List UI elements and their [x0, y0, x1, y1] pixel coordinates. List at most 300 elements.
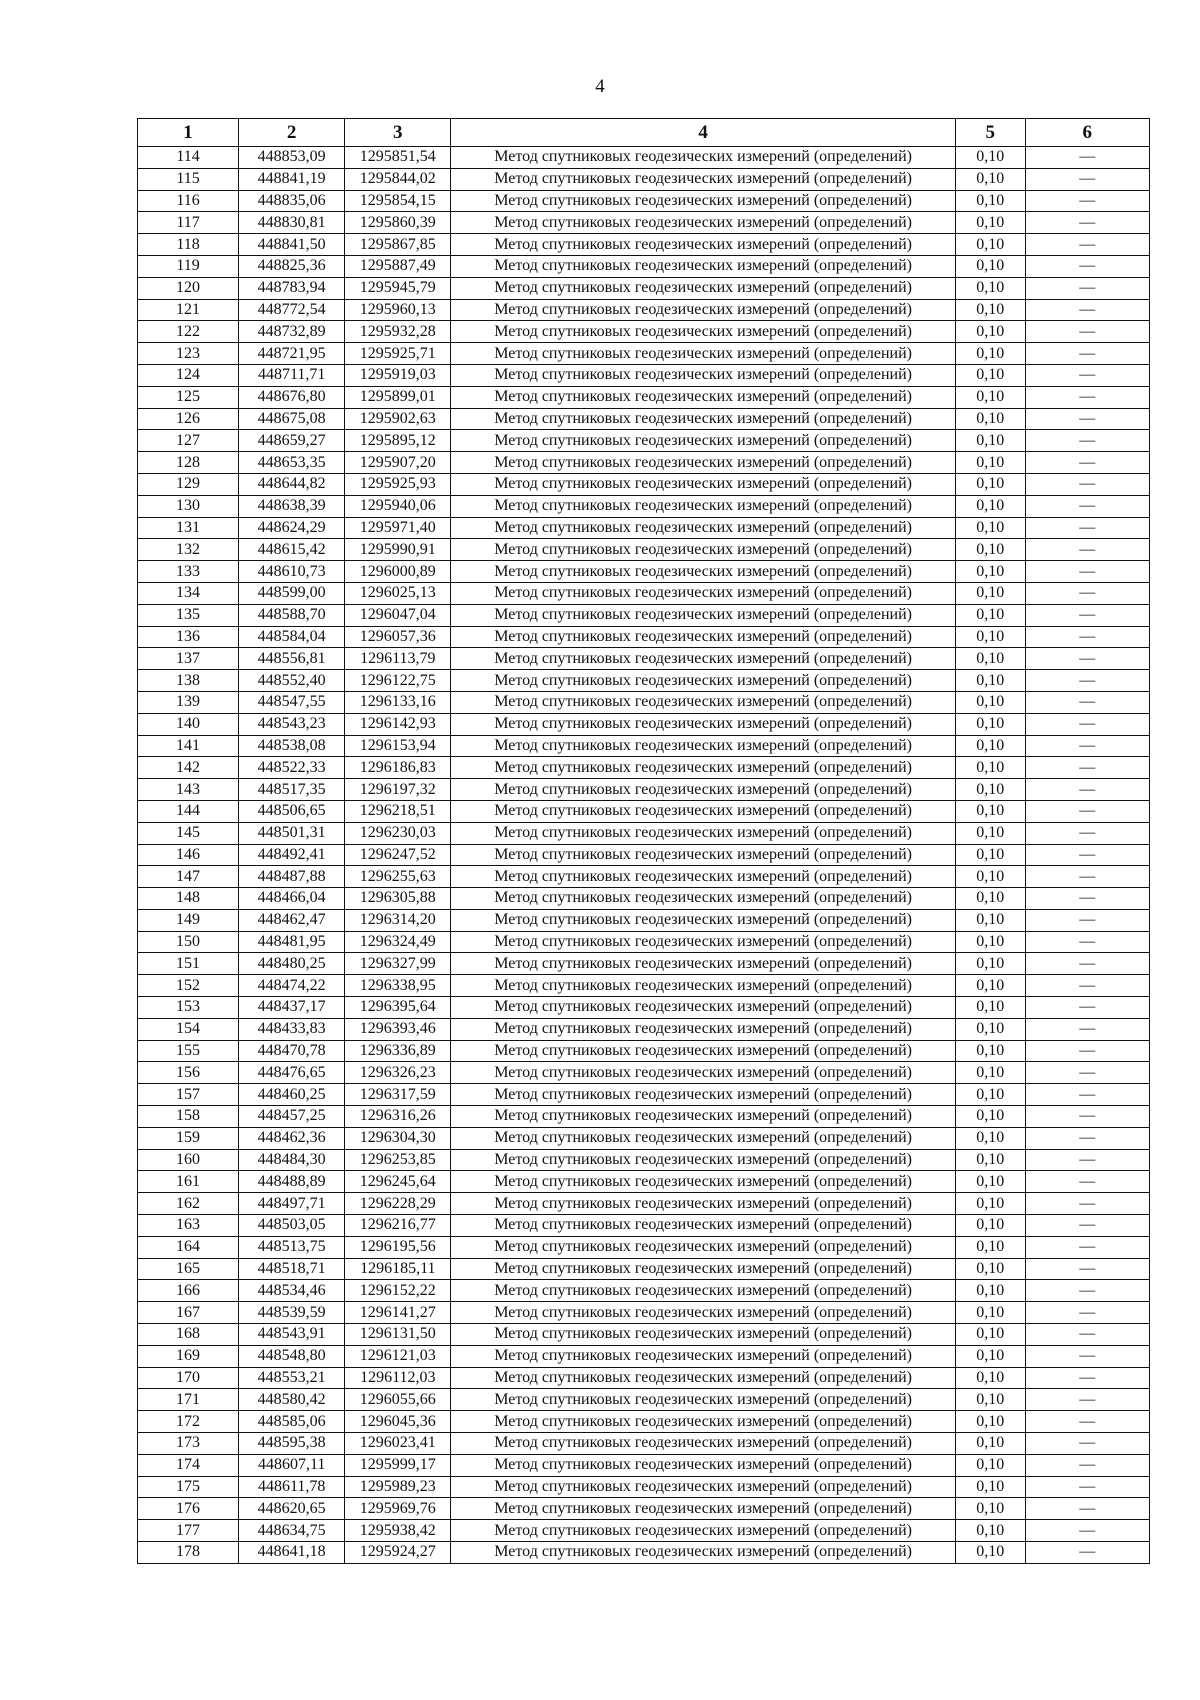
note-cell: — — [1025, 1106, 1149, 1128]
accuracy-cell: 0,10 — [955, 1127, 1025, 1149]
x-coordinate-cell: 448518,71 — [239, 1258, 345, 1280]
table-row — [138, 909, 1150, 931]
table-row — [138, 1324, 1150, 1346]
accuracy-cell: 0,10 — [955, 321, 1025, 343]
method-cell: Метод спутниковых геодезических измерений (определений) — [451, 691, 955, 713]
point-number-cell: 159 — [138, 1127, 239, 1149]
method-cell: Метод спутниковых геодезических измерений (определений) — [451, 168, 955, 190]
accuracy-cell: 0,10 — [955, 408, 1025, 430]
method-cell: Метод спутниковых геодезических измерений (определений) — [451, 888, 955, 910]
accuracy-cell: 0,10 — [955, 1193, 1025, 1215]
table-row — [138, 1193, 1150, 1215]
method-cell: Метод спутниковых геодезических измерений (определений) — [451, 1542, 955, 1564]
page-number: 4 — [595, 76, 605, 97]
point-number-cell: 169 — [138, 1345, 239, 1367]
note-cell: — — [1025, 757, 1149, 779]
point-number-cell: 129 — [138, 473, 239, 495]
point-number-cell: 126 — [138, 408, 239, 430]
accuracy-cell: 0,10 — [955, 1171, 1025, 1193]
x-coordinate-cell: 448611,78 — [239, 1476, 345, 1498]
method-cell: Метод спутниковых геодезических измерений (определений) — [451, 255, 955, 277]
x-coordinate-cell: 448835,06 — [239, 190, 345, 212]
note-cell: — — [1025, 1215, 1149, 1237]
x-coordinate-cell: 448476,65 — [239, 1062, 345, 1084]
note-cell: — — [1025, 430, 1149, 452]
table-row — [138, 473, 1150, 495]
note-cell: — — [1025, 975, 1149, 997]
method-cell: Метод спутниковых геодезических измерений (определений) — [451, 1171, 955, 1193]
y-coordinate-cell: 1296218,51 — [345, 800, 451, 822]
note-cell: — — [1025, 517, 1149, 539]
x-coordinate-cell: 448638,39 — [239, 495, 345, 517]
point-number-cell: 177 — [138, 1520, 239, 1542]
method-cell: Метод спутниковых геодезических измерений (определений) — [451, 1302, 955, 1324]
accuracy-cell: 0,10 — [955, 691, 1025, 713]
point-number-cell: 141 — [138, 735, 239, 757]
note-cell: — — [1025, 931, 1149, 953]
point-number-cell: 122 — [138, 321, 239, 343]
x-coordinate-cell: 448501,31 — [239, 822, 345, 844]
y-coordinate-cell: 1295924,27 — [345, 1542, 451, 1564]
table-row — [138, 1476, 1150, 1498]
y-coordinate-cell: 1296000,89 — [345, 561, 451, 583]
point-number-cell: 133 — [138, 561, 239, 583]
x-coordinate-cell: 448553,21 — [239, 1367, 345, 1389]
table-row — [138, 386, 1150, 408]
table-row — [138, 234, 1150, 256]
x-coordinate-cell: 448841,50 — [239, 234, 345, 256]
method-cell: Метод спутниковых геодезических измерений (определений) — [451, 1498, 955, 1520]
point-number-cell: 173 — [138, 1433, 239, 1455]
y-coordinate-cell: 1295860,39 — [345, 212, 451, 234]
x-coordinate-cell: 448653,35 — [239, 452, 345, 474]
x-coordinate-cell: 448841,19 — [239, 168, 345, 190]
method-cell: Метод спутниковых геодезических измерений (определений) — [451, 1280, 955, 1302]
method-cell: Метод спутниковых геодезических измерений (определений) — [451, 1411, 955, 1433]
note-cell: — — [1025, 866, 1149, 888]
note-cell: — — [1025, 1454, 1149, 1476]
y-coordinate-cell: 1296326,23 — [345, 1062, 451, 1084]
x-coordinate-cell: 448470,78 — [239, 1040, 345, 1062]
table-row — [138, 539, 1150, 561]
y-coordinate-cell: 1296025,13 — [345, 582, 451, 604]
method-cell: Метод спутниковых геодезических измерений (определений) — [451, 997, 955, 1019]
accuracy-cell: 0,10 — [955, 1476, 1025, 1498]
accuracy-cell: 0,10 — [955, 626, 1025, 648]
note-cell: — — [1025, 1520, 1149, 1542]
method-cell: Метод спутниковых геодезических измерений (определений) — [451, 539, 955, 561]
accuracy-cell: 0,10 — [955, 561, 1025, 583]
point-number-cell: 164 — [138, 1236, 239, 1258]
table-row — [138, 997, 1150, 1019]
method-cell: Метод спутниковых геодезических измерений (определений) — [451, 277, 955, 299]
point-number-cell: 151 — [138, 953, 239, 975]
column-header: 1 — [138, 119, 239, 147]
x-coordinate-cell: 448556,81 — [239, 648, 345, 670]
accuracy-cell: 0,10 — [955, 953, 1025, 975]
accuracy-cell: 0,10 — [955, 212, 1025, 234]
point-number-cell: 119 — [138, 255, 239, 277]
y-coordinate-cell: 1295925,93 — [345, 473, 451, 495]
accuracy-cell: 0,10 — [955, 452, 1025, 474]
note-cell: — — [1025, 1367, 1149, 1389]
method-cell: Метод спутниковых геодезических измерений (определений) — [451, 1149, 955, 1171]
note-cell: — — [1025, 255, 1149, 277]
table-row — [138, 888, 1150, 910]
note-cell: — — [1025, 888, 1149, 910]
method-cell: Метод спутниковых геодезических измерений (определений) — [451, 1520, 955, 1542]
y-coordinate-cell: 1296142,93 — [345, 713, 451, 735]
table-row — [138, 975, 1150, 997]
table-row — [138, 735, 1150, 757]
method-cell: Метод спутниковых геодезических измерений (определений) — [451, 517, 955, 539]
accuracy-cell: 0,10 — [955, 1345, 1025, 1367]
note-cell: — — [1025, 800, 1149, 822]
x-coordinate-cell: 448585,06 — [239, 1411, 345, 1433]
x-coordinate-cell: 448641,18 — [239, 1542, 345, 1564]
point-number-cell: 167 — [138, 1302, 239, 1324]
y-coordinate-cell: 1295899,01 — [345, 386, 451, 408]
point-number-cell: 160 — [138, 1149, 239, 1171]
method-cell: Метод спутниковых геодезических измерений (определений) — [451, 299, 955, 321]
point-number-cell: 116 — [138, 190, 239, 212]
table-row — [138, 1302, 1150, 1324]
accuracy-cell: 0,10 — [955, 1389, 1025, 1411]
x-coordinate-cell: 448675,08 — [239, 408, 345, 430]
note-cell: — — [1025, 1411, 1149, 1433]
note-cell: — — [1025, 1193, 1149, 1215]
x-coordinate-cell: 448599,00 — [239, 582, 345, 604]
method-cell: Метод спутниковых геодезических измерений (определений) — [451, 604, 955, 626]
x-coordinate-cell: 448721,95 — [239, 343, 345, 365]
table-row — [138, 452, 1150, 474]
note-cell: — — [1025, 648, 1149, 670]
table-row — [138, 147, 1150, 169]
y-coordinate-cell: 1296393,46 — [345, 1018, 451, 1040]
table-row — [138, 1367, 1150, 1389]
note-cell: — — [1025, 168, 1149, 190]
y-coordinate-cell: 1296023,41 — [345, 1433, 451, 1455]
y-coordinate-cell: 1295999,17 — [345, 1454, 451, 1476]
accuracy-cell: 0,10 — [955, 800, 1025, 822]
x-coordinate-cell: 448607,11 — [239, 1454, 345, 1476]
y-coordinate-cell: 1296186,83 — [345, 757, 451, 779]
table-row — [138, 255, 1150, 277]
accuracy-cell: 0,10 — [955, 343, 1025, 365]
accuracy-cell: 0,10 — [955, 648, 1025, 670]
accuracy-cell: 0,10 — [955, 997, 1025, 1019]
note-cell: — — [1025, 604, 1149, 626]
y-coordinate-cell: 1295895,12 — [345, 430, 451, 452]
x-coordinate-cell: 448457,25 — [239, 1106, 345, 1128]
table-row — [138, 1149, 1150, 1171]
method-cell: Метод спутниковых геодезических измерений (определений) — [451, 343, 955, 365]
table-row — [138, 1236, 1150, 1258]
table-row — [138, 1345, 1150, 1367]
column-header: 5 — [955, 119, 1025, 147]
x-coordinate-cell: 448548,80 — [239, 1345, 345, 1367]
method-cell: Метод спутниковых геодезических измерений (определений) — [451, 1062, 955, 1084]
x-coordinate-cell: 448732,89 — [239, 321, 345, 343]
accuracy-cell: 0,10 — [955, 364, 1025, 386]
y-coordinate-cell: 1296057,36 — [345, 626, 451, 648]
y-coordinate-cell: 1295925,71 — [345, 343, 451, 365]
method-cell: Метод спутниковых геодезических измерений (определений) — [451, 866, 955, 888]
note-cell: — — [1025, 1302, 1149, 1324]
table-row — [138, 299, 1150, 321]
point-number-cell: 154 — [138, 1018, 239, 1040]
table-row — [138, 604, 1150, 626]
method-cell: Метод спутниковых геодезических измерений (определений) — [451, 582, 955, 604]
point-number-cell: 132 — [138, 539, 239, 561]
x-coordinate-cell: 448552,40 — [239, 670, 345, 692]
accuracy-cell: 0,10 — [955, 670, 1025, 692]
y-coordinate-cell: 1295990,91 — [345, 539, 451, 561]
point-number-cell: 130 — [138, 495, 239, 517]
note-cell: — — [1025, 844, 1149, 866]
note-cell: — — [1025, 953, 1149, 975]
point-number-cell: 123 — [138, 343, 239, 365]
point-number-cell: 146 — [138, 844, 239, 866]
note-cell: — — [1025, 408, 1149, 430]
table-row — [138, 430, 1150, 452]
x-coordinate-cell: 448634,75 — [239, 1520, 345, 1542]
point-number-cell: 142 — [138, 757, 239, 779]
accuracy-cell: 0,10 — [955, 1018, 1025, 1040]
y-coordinate-cell: 1295960,13 — [345, 299, 451, 321]
point-number-cell: 145 — [138, 822, 239, 844]
point-number-cell: 156 — [138, 1062, 239, 1084]
note-cell: — — [1025, 626, 1149, 648]
x-coordinate-cell: 448543,91 — [239, 1324, 345, 1346]
table-row — [138, 168, 1150, 190]
accuracy-cell: 0,10 — [955, 234, 1025, 256]
accuracy-cell: 0,10 — [955, 517, 1025, 539]
point-number-cell: 163 — [138, 1215, 239, 1237]
note-cell: — — [1025, 735, 1149, 757]
note-cell: — — [1025, 1433, 1149, 1455]
method-cell: Метод спутниковых геодезических измерений (определений) — [451, 1215, 955, 1237]
table-row — [138, 1411, 1150, 1433]
table-row — [138, 953, 1150, 975]
column-header: 3 — [345, 119, 451, 147]
x-coordinate-cell: 448711,71 — [239, 364, 345, 386]
point-number-cell: 174 — [138, 1454, 239, 1476]
table-row — [138, 713, 1150, 735]
note-cell: — — [1025, 1171, 1149, 1193]
y-coordinate-cell: 1295932,28 — [345, 321, 451, 343]
note-cell: — — [1025, 343, 1149, 365]
y-coordinate-cell: 1296133,16 — [345, 691, 451, 713]
note-cell: — — [1025, 1258, 1149, 1280]
table-row — [138, 626, 1150, 648]
y-coordinate-cell: 1296305,88 — [345, 888, 451, 910]
note-cell: — — [1025, 561, 1149, 583]
table-row — [138, 800, 1150, 822]
accuracy-cell: 0,10 — [955, 582, 1025, 604]
table-row — [138, 1433, 1150, 1455]
note-cell: — — [1025, 670, 1149, 692]
coordinates-table — [137, 118, 1150, 1564]
method-cell: Метод спутниковых геодезических измерений (определений) — [451, 909, 955, 931]
note-cell: — — [1025, 1149, 1149, 1171]
accuracy-cell: 0,10 — [955, 190, 1025, 212]
x-coordinate-cell: 448547,55 — [239, 691, 345, 713]
x-coordinate-cell: 448437,17 — [239, 997, 345, 1019]
y-coordinate-cell: 1296253,85 — [345, 1149, 451, 1171]
accuracy-cell: 0,10 — [955, 1542, 1025, 1564]
accuracy-cell: 0,10 — [955, 1062, 1025, 1084]
accuracy-cell: 0,10 — [955, 735, 1025, 757]
table-row — [138, 495, 1150, 517]
x-coordinate-cell: 448676,80 — [239, 386, 345, 408]
y-coordinate-cell: 1295844,02 — [345, 168, 451, 190]
note-cell: — — [1025, 473, 1149, 495]
accuracy-cell: 0,10 — [955, 866, 1025, 888]
note-cell: — — [1025, 1389, 1149, 1411]
accuracy-cell: 0,10 — [955, 1433, 1025, 1455]
accuracy-cell: 0,10 — [955, 1149, 1025, 1171]
table-row — [138, 1542, 1150, 1564]
accuracy-cell: 0,10 — [955, 1106, 1025, 1128]
method-cell: Метод спутниковых геодезических измерений (определений) — [451, 975, 955, 997]
note-cell: — — [1025, 1127, 1149, 1149]
y-coordinate-cell: 1296316,26 — [345, 1106, 451, 1128]
y-coordinate-cell: 1296047,04 — [345, 604, 451, 626]
note-cell: — — [1025, 1324, 1149, 1346]
y-coordinate-cell: 1296112,03 — [345, 1367, 451, 1389]
method-cell: Метод спутниковых геодезических измерений (определений) — [451, 1127, 955, 1149]
accuracy-cell: 0,10 — [955, 713, 1025, 735]
accuracy-cell: 0,10 — [955, 1498, 1025, 1520]
accuracy-cell: 0,10 — [955, 1280, 1025, 1302]
accuracy-cell: 0,10 — [955, 779, 1025, 801]
note-cell: — — [1025, 1476, 1149, 1498]
x-coordinate-cell: 448492,41 — [239, 844, 345, 866]
x-coordinate-cell: 448462,47 — [239, 909, 345, 931]
table-row — [138, 1258, 1150, 1280]
point-number-cell: 175 — [138, 1476, 239, 1498]
y-coordinate-cell: 1296055,66 — [345, 1389, 451, 1411]
table-row — [138, 1171, 1150, 1193]
x-coordinate-cell: 448480,25 — [239, 953, 345, 975]
x-coordinate-cell: 448825,36 — [239, 255, 345, 277]
table-row — [138, 190, 1150, 212]
y-coordinate-cell: 1296317,59 — [345, 1084, 451, 1106]
note-cell: — — [1025, 1542, 1149, 1564]
table-row — [138, 1018, 1150, 1040]
y-coordinate-cell: 1295907,20 — [345, 452, 451, 474]
method-cell: Метод спутниковых геодезических измерений (определений) — [451, 1476, 955, 1498]
table-row — [138, 1106, 1150, 1128]
y-coordinate-cell: 1296245,64 — [345, 1171, 451, 1193]
x-coordinate-cell: 448543,23 — [239, 713, 345, 735]
method-cell: Метод спутниковых геодезических измерений (определений) — [451, 190, 955, 212]
table-row — [138, 343, 1150, 365]
x-coordinate-cell: 448481,95 — [239, 931, 345, 953]
point-number-cell: 125 — [138, 386, 239, 408]
point-number-cell: 134 — [138, 582, 239, 604]
point-number-cell: 144 — [138, 800, 239, 822]
accuracy-cell: 0,10 — [955, 1258, 1025, 1280]
point-number-cell: 171 — [138, 1389, 239, 1411]
point-number-cell: 136 — [138, 626, 239, 648]
note-cell: — — [1025, 1062, 1149, 1084]
y-coordinate-cell: 1296324,49 — [345, 931, 451, 953]
accuracy-cell: 0,10 — [955, 255, 1025, 277]
accuracy-cell: 0,10 — [955, 1367, 1025, 1389]
table-row — [138, 866, 1150, 888]
accuracy-cell: 0,10 — [955, 277, 1025, 299]
point-number-cell: 124 — [138, 364, 239, 386]
method-cell: Метод спутниковых геодезических измерений (определений) — [451, 648, 955, 670]
y-coordinate-cell: 1295854,15 — [345, 190, 451, 212]
point-number-cell: 114 — [138, 147, 239, 169]
method-cell: Метод спутниковых геодезических измерений (определений) — [451, 713, 955, 735]
method-cell: Метод спутниковых геодезических измерений (определений) — [451, 800, 955, 822]
accuracy-cell: 0,10 — [955, 1302, 1025, 1324]
note-cell: — — [1025, 1018, 1149, 1040]
method-cell: Метод спутниковых геодезических измерений (определений) — [451, 1258, 955, 1280]
accuracy-cell: 0,10 — [955, 975, 1025, 997]
y-coordinate-cell: 1296131,50 — [345, 1324, 451, 1346]
column-header: 6 — [1025, 119, 1149, 147]
y-coordinate-cell: 1296395,64 — [345, 997, 451, 1019]
accuracy-cell: 0,10 — [955, 386, 1025, 408]
x-coordinate-cell: 448772,54 — [239, 299, 345, 321]
note-cell: — — [1025, 582, 1149, 604]
point-number-cell: 143 — [138, 779, 239, 801]
point-number-cell: 148 — [138, 888, 239, 910]
method-cell: Метод спутниковых геодезических измерений (определений) — [451, 430, 955, 452]
note-cell: — — [1025, 190, 1149, 212]
accuracy-cell: 0,10 — [955, 539, 1025, 561]
x-coordinate-cell: 448462,36 — [239, 1127, 345, 1149]
x-coordinate-cell: 448580,42 — [239, 1389, 345, 1411]
y-coordinate-cell: 1296152,22 — [345, 1280, 451, 1302]
point-number-cell: 166 — [138, 1280, 239, 1302]
x-coordinate-cell: 448595,38 — [239, 1433, 345, 1455]
y-coordinate-cell: 1296216,77 — [345, 1215, 451, 1237]
method-cell: Метод спутниковых геодезических измерений (определений) — [451, 626, 955, 648]
x-coordinate-cell: 448460,25 — [239, 1084, 345, 1106]
method-cell: Метод спутниковых геодезических измерений (определений) — [451, 931, 955, 953]
table-row — [138, 1454, 1150, 1476]
note-cell: — — [1025, 713, 1149, 735]
method-cell: Метод спутниковых геодезических измерений (определений) — [451, 1040, 955, 1062]
y-coordinate-cell: 1296338,95 — [345, 975, 451, 997]
x-coordinate-cell: 448644,82 — [239, 473, 345, 495]
accuracy-cell: 0,10 — [955, 1084, 1025, 1106]
method-cell: Метод спутниковых геодезических измерений (определений) — [451, 147, 955, 169]
x-coordinate-cell: 448488,89 — [239, 1171, 345, 1193]
note-cell: — — [1025, 364, 1149, 386]
x-coordinate-cell: 448610,73 — [239, 561, 345, 583]
method-cell: Метод спутниковых геодезических измерений (определений) — [451, 779, 955, 801]
method-cell: Метод спутниковых геодезических измерений (определений) — [451, 321, 955, 343]
point-number-cell: 157 — [138, 1084, 239, 1106]
note-cell: — — [1025, 147, 1149, 169]
accuracy-cell: 0,10 — [955, 473, 1025, 495]
x-coordinate-cell: 448659,27 — [239, 430, 345, 452]
point-number-cell: 139 — [138, 691, 239, 713]
y-coordinate-cell: 1295945,79 — [345, 277, 451, 299]
x-coordinate-cell: 448615,42 — [239, 539, 345, 561]
y-coordinate-cell: 1296121,03 — [345, 1345, 451, 1367]
accuracy-cell: 0,10 — [955, 909, 1025, 931]
method-cell: Метод спутниковых геодезических измерений (определений) — [451, 1084, 955, 1106]
point-number-cell: 120 — [138, 277, 239, 299]
